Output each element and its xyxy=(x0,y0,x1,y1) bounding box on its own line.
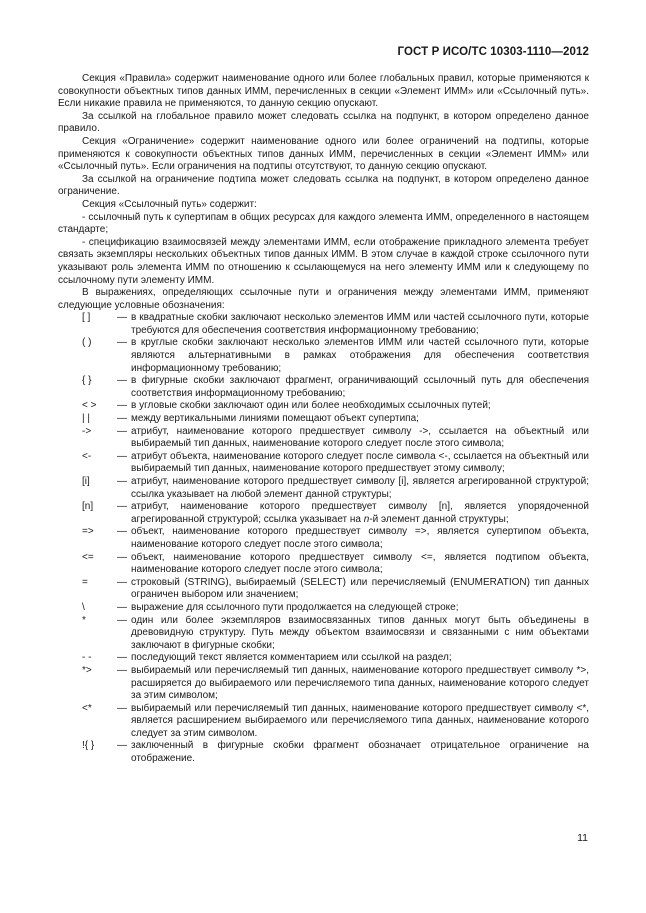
notation-item xyxy=(58,665,589,703)
notation-item xyxy=(58,652,589,665)
notation-text: в круглые скобки заключают несколько элементов ИММ или частей ссылочного пути, которые являются альтернативными в рамках отображения для обеспечения соответствия информационному требованию; xyxy=(131,337,589,374)
notation-symbol: ( ) xyxy=(82,337,92,349)
notation-text: объект, наименование которого предшествует символу =>, является супертипом объекта, наименование которого следует после этого символа; xyxy=(131,526,589,550)
notation-symbol: \ xyxy=(82,601,85,613)
notation-symbol: * xyxy=(82,614,86,626)
notation-text: выбираемый или перечисляемый тип данных, наименование которого предшествует символу <*, является расширением выбираемого или перечисляемого типа данных, наименование которого следует за этим символом. xyxy=(131,702,589,739)
dash: — xyxy=(117,740,127,752)
notation-symbol: { } xyxy=(82,375,92,387)
list-item: - ссылочный путь к супертипам в общих ресурсах для каждого элемента ИММ, определенного в настоящем стандарте; xyxy=(58,211,589,236)
notation-symbol: <- xyxy=(82,450,92,462)
notation-symbol: - - xyxy=(82,652,92,664)
paragraph: За ссылкой на ограничение подтипа может следовать ссылка на подпункт, в котором определено данное ограничение. xyxy=(58,173,589,198)
dash: — xyxy=(117,576,127,588)
notation-symbol: => xyxy=(82,526,94,538)
notation-item xyxy=(58,400,589,413)
dash: — xyxy=(117,702,127,714)
notation-text: в фигурные скобки заключают фрагмент, ограничивающий ссылочный путь для обеспечения соответствия информационному требованию; xyxy=(131,375,589,399)
notation-symbol: | | xyxy=(82,413,90,425)
notation-text-italic: n xyxy=(363,513,370,525)
notation-list xyxy=(58,312,589,765)
paragraph: В выражениях, определяющих ссылочные пути и ограничения между элементами ИММ, применяют следующие условные обозначения: xyxy=(58,287,589,311)
notation-symbol: <= xyxy=(82,551,94,563)
dash: — xyxy=(117,652,127,664)
notation-symbol: !{ } xyxy=(82,740,95,752)
notation-symbol: = xyxy=(82,576,88,588)
notation-text: выбираемый или перечисляемый тип данных, наименование которого предшествует символу *>, расширяется до выбираемого или перечисляемого типа данных, наименование которого следует за этим символом; xyxy=(131,664,589,702)
notation-symbol: [i] xyxy=(82,476,90,487)
dash: — xyxy=(117,425,127,437)
dash: — xyxy=(117,476,127,487)
document-header: ГОСТ Р ИСО/ТС 10303-1110—2012 xyxy=(397,46,589,58)
notation-symbol: < > xyxy=(82,400,97,412)
dash: — xyxy=(117,450,127,462)
notation-item xyxy=(58,337,589,375)
paragraph: Секция «Ссылочный путь» содержит: xyxy=(82,198,257,210)
dash: — xyxy=(117,337,127,349)
notation-text-part: -й элемент данной структуры; xyxy=(369,513,509,525)
notation-text: один или более экземпляров взаимосвязанных типов данных могут быть объединены в древовидную структуру. Путь между объектом взаимосвязи и связанными с ним объектами заключают в фигурные скобки; xyxy=(131,614,589,651)
notation-item xyxy=(58,476,589,501)
paragraph: Секция «Правила» содержит наименование одного или более глобальных правил, которые применяются к совокупности объектных типов данных ИММ, перечисленных в секции «Элемент ИММ» или «Ссылочный путь». Если никакие правила не применяются, то данную секцию опускают. xyxy=(58,73,589,110)
notation-text: выражение для ссылочного пути продолжается на следующей строке; xyxy=(131,601,459,613)
notation-text: в квадратные скобки заключают несколько элементов ИММ или частей ссылочного пути, которые требуются для обеспечения соответствия информационному требованию; xyxy=(131,312,589,336)
notation-symbol: [n] xyxy=(82,501,94,513)
notation-text: последующий текст является комментарием или ссылкой на раздел; xyxy=(131,652,452,664)
list-item: - спецификацию взаимосвязей между элементами ИММ, если отображение прикладного элемента требует связать экземпляры нескольких объектных типов данных ИММ. В этом случае в каждой строке ссылочного пути указывают роль элемента ИММ по отношению к ссылающемуся на него элементу ИММ или к следующему по ссылочному пути элементу ИММ. xyxy=(58,236,589,286)
notation-text: заключенный в фигурные скобки фрагмент обозначает отрицательное ограничение на отображение. xyxy=(131,740,589,765)
dash: — xyxy=(117,551,127,563)
notation-item xyxy=(58,703,589,741)
notation-text: между вертикальными линиями помещают объект супертипа; xyxy=(131,413,419,425)
dash: — xyxy=(117,614,127,626)
notation-symbol: -> xyxy=(82,425,92,437)
notation-item xyxy=(58,426,589,451)
notation-item xyxy=(58,552,589,577)
notation-text: объект, наименование которого предшествует символу <=, является подтипом объекта, наименование которого следует после этого символа; xyxy=(131,551,589,576)
notation-item xyxy=(58,312,589,337)
dash: — xyxy=(117,526,127,538)
dash: — xyxy=(117,400,127,412)
notation-item xyxy=(58,526,589,551)
notation-item xyxy=(58,602,589,615)
paragraph: Секция «Ограничение» содержит наименование одного или более ограничений на подтипы, которые применяются к совокупности объектных типов данных ИММ, перечисленных в секции «Элемент ИММ» или «Ссылочный путь». Если ограничения на подтипы отсутствуют, то данную секцию опускают. xyxy=(58,135,589,173)
notation-item xyxy=(58,615,589,653)
notation-item xyxy=(58,740,589,765)
notation-item xyxy=(58,413,589,426)
notation-text-part: атрибут, наименование которого предшествует символу [n], является упорядоченной агрегированной структурой; ссылка указывает на xyxy=(131,501,589,525)
notation-item xyxy=(58,501,589,526)
notation-text: строковый (STRING), выбираемый (SELECT) или перечисляемый (ENUMERATION) тип данных ограничен выбором или значением; xyxy=(131,576,589,601)
notation-item xyxy=(58,577,589,602)
notation-symbol: *> xyxy=(82,664,92,676)
notation-text: атрибут объекта, наименование которого следует после символа <-, ссылается на объектный или выбираемый тип данных, наименование которого предшествует этому символу; xyxy=(131,450,589,475)
dash: — xyxy=(117,501,127,513)
notation-text: атрибут, наименование которого предшествует символу ->, ссылается на объектный или выбираемый тип данных, наименование которого следует после этого символа; xyxy=(131,425,589,450)
dash: — xyxy=(117,413,127,425)
notation-symbol: [ ] xyxy=(82,312,91,324)
notation-item xyxy=(58,375,589,400)
page-number: 11 xyxy=(577,832,588,844)
paragraph: За ссылкой на глобальное правило может следовать ссылка на подпункт, в котором определено данное правило. xyxy=(58,110,589,135)
dash: — xyxy=(117,375,127,387)
notation-text: атрибут, наименование которого предшествует символу [i], является агрегированной структурой; ссылка указывает на любой элемент данной структуры; xyxy=(131,476,589,500)
dash: — xyxy=(117,312,127,324)
notation-text: в угловые скобки заключают один или более необходимых ссылочных путей; xyxy=(131,400,491,412)
dash: — xyxy=(117,601,127,613)
page-body xyxy=(58,73,589,766)
dash: — xyxy=(117,664,127,676)
notation-symbol: <* xyxy=(82,702,92,714)
notation-item xyxy=(58,451,589,476)
notation-text xyxy=(131,501,589,526)
